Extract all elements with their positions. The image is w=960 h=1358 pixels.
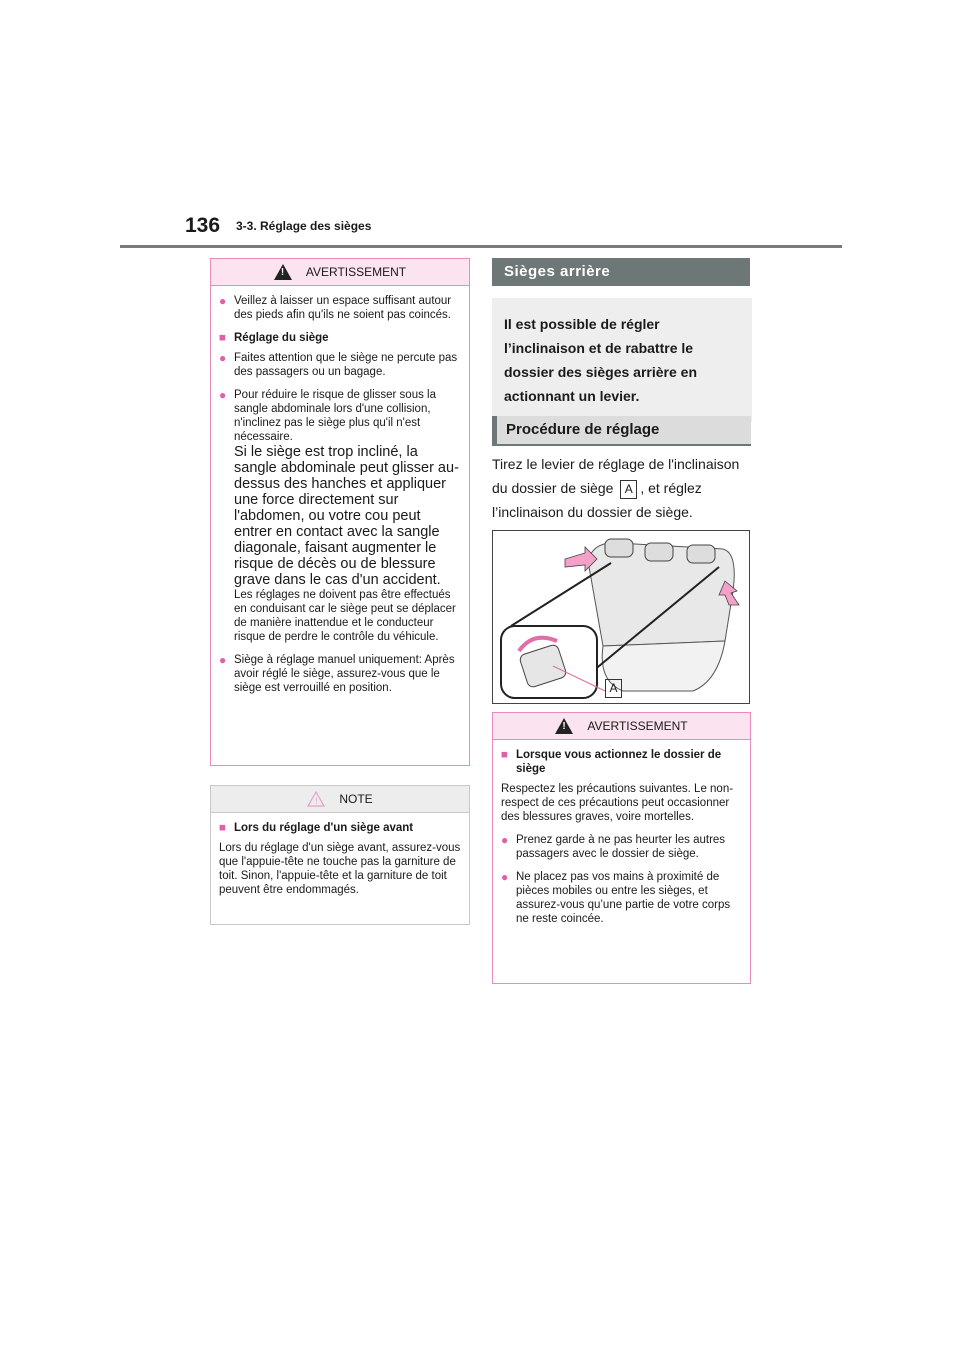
note-header: [211, 786, 469, 813]
warning-subheading: ■ Réglage du siège: [219, 332, 329, 344]
key-a-label: A: [620, 480, 637, 499]
warning-item: ● Ne placez pas vos mains à proximité de pièces mobiles ou entre les sièges, et assurez-vous qu’une partie de votre corps ne reste coincée.: [501, 870, 731, 925]
svg-text:!: !: [315, 796, 318, 806]
bullet-icon: ●: [501, 870, 509, 884]
caution-icon: [307, 791, 325, 807]
square-bullet-icon: ■: [219, 332, 226, 344]
figure-label-a: A: [605, 679, 622, 698]
rear-seat-illustration: [493, 531, 749, 703]
note-box: [210, 785, 470, 925]
rear-seat-figure: [492, 530, 750, 704]
warning-item: ● Veillez à laisser un espace suffisant autour des pieds afin qu'ils ne soient pas coincés.: [219, 294, 452, 321]
note-text: Lors du réglage d'un siège avant, assurez-vous que l'appuie-tête ne touche pas la garniture de toit. Sinon, l'appuie-tête et la garniture de toit peuvent être endommagés.: [219, 842, 461, 896]
warning-item: ● Siège à réglage manuel uniquement: Après avoir réglé le siège, assurez-vous que le siège est verrouillé en position.: [219, 653, 455, 694]
bullet-icon: ●: [219, 388, 227, 402]
warning-item: ● Prenez garde à ne pas heurter les autres passagers avec le dossier de siège.: [501, 833, 726, 860]
warning-subheading: ■ Lorsque vous actionnez le dossier de siège: [501, 749, 722, 775]
warning-box-left: [210, 258, 470, 766]
bullet-icon: ●: [219, 294, 227, 308]
note-title: NOTE: [339, 792, 373, 806]
warning-header: [493, 713, 750, 740]
warning-box-right: [492, 712, 751, 984]
warning-intro: Respectez les précautions suivantes. Le non-respect de ces précautions peut occasionner des blessures graves, voire mortelles.: [501, 783, 734, 823]
warning-title: AVERTISSEMENT: [305, 265, 407, 279]
note-subheading: ■ Lors du réglage d'un siège avant: [219, 822, 414, 834]
bullet-icon: ●: [219, 653, 227, 667]
warning-header: [211, 259, 469, 286]
square-bullet-icon: ■: [219, 822, 226, 834]
warning-icon: !: [555, 718, 573, 734]
bullet-icon: ●: [219, 351, 227, 365]
warning-item: ● Pour réduire le risque de glisser sous la sangle abdominale lors d'une collision, n'inclinez pas le siège plus qu'il n'est nécessaire. Si le siège est trop incliné, la sangle abdominale peut glisser au-dessus des hanches et appliquer une force directement sur l'abdomen, ou votre cou peut entrer en contact avec la sangle diagonale, faisant augmenter le risque de décès ou de blessure grave dans le cas d'un accident. Les réglages ne doivent pas être effectués en conduisant car le siège peut se déplacer de manière inattendue et le conducteur risque de perdre le contrôle du véhicule.: [219, 388, 461, 644]
procedure-heading: Procédure de réglage: [492, 416, 751, 446]
warning-item: ● Faites attention que le siège ne percute pas des passagers ou un bagage.: [219, 351, 458, 378]
rear-seats-heading: Sièges arrière: [492, 258, 750, 286]
warning-icon: !: [274, 264, 292, 280]
warning-title: AVERTISSEMENT: [587, 719, 688, 733]
header-rule: [120, 245, 842, 248]
warning-emphasis: Si le siège est trop incliné, la sangle abdominale peut glisser au-dessus des hanches et appliquer une force directement sur l'abdomen, ou votre cou peut entrer en contact avec la sangle diagonale, faisant augmenter le risque de décès ou de blessure grave dans le cas d'un accident.: [234, 444, 459, 588]
section-title: 3-3. Réglage des sièges: [236, 219, 372, 233]
warning-detail: Les réglages ne doivent pas être effectués en conduisant car le siège peut se déplacer de manière inattendue et le conducteur risque de perdre le contrôle du véhicule.: [234, 589, 456, 643]
rear-seats-summary: Il est possible de régler l’inclinaison et de rabattre le dossier des sièges arrière en actionnant un levier.: [492, 298, 752, 422]
bullet-icon: ●: [501, 833, 509, 847]
page-number: 136: [185, 214, 221, 237]
square-bullet-icon: ■: [501, 749, 508, 761]
procedure-text: Tirez le levier de réglage de l'inclinaison du dossier de siège A , et réglez l’inclinaison du dossier de siège.: [492, 456, 740, 520]
